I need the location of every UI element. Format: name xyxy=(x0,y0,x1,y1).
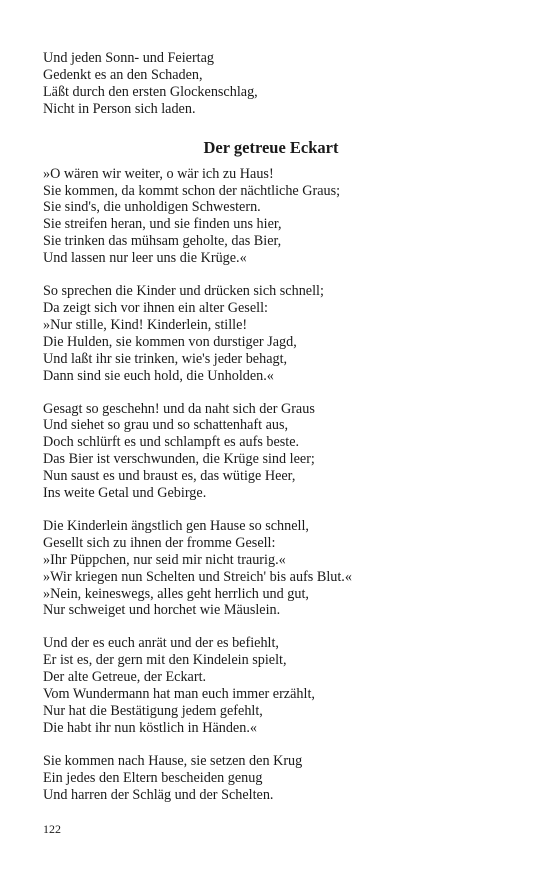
verse-line: »Nur stille, Kind! Kinderlein, stille! xyxy=(43,316,248,333)
verse-line: »Wir kriegen nun Schelten und Streich' bis aufs Blut.« xyxy=(43,568,352,585)
verse-line: »O wären wir weiter, o wär ich zu Haus! xyxy=(43,165,274,182)
verse-line: Ein jedes den Eltern bescheiden genug xyxy=(43,769,263,786)
verse-line: Und der es euch anrät und der es befiehlt, xyxy=(43,635,279,652)
verse-line: Die Kinderlein ängstlich gen Hause so schnell, xyxy=(43,517,309,534)
verse-line: Der alte Getreue, der Eckart. xyxy=(43,669,207,686)
stanza-4 xyxy=(43,518,513,619)
verse-line: Er ist es, der gern mit den Kindelein spielt, xyxy=(43,652,287,669)
verse-line: Und jeden Sonn- und Feiertag xyxy=(43,50,215,66)
verse-line: Nicht in Person sich laden. xyxy=(43,100,196,117)
stanza-5 xyxy=(43,635,513,736)
verse-line: Läßt durch den ersten Glockenschlag, xyxy=(43,83,258,100)
verse-line: Sie kommen, da kommt schon der nächtliche Graus; xyxy=(43,182,341,199)
verse-line: Ins weite Getal und Gebirge. xyxy=(43,485,207,502)
poem-title: Der getreue Eckart xyxy=(203,137,339,157)
stanza-2 xyxy=(43,283,513,384)
verse-line: Die habt ihr nun köstlich in Händen.« xyxy=(43,719,257,736)
verse-line: So sprechen die Kinder und drücken sich schnell; xyxy=(43,283,324,300)
page-number: 122 xyxy=(43,822,61,836)
verse-line: Gesellt sich zu ihnen der fromme Gesell: xyxy=(43,534,276,551)
verse-line: Sie sind's, die unholdigen Schwestern. xyxy=(43,199,261,216)
stanza-1 xyxy=(43,166,513,267)
verse-line: Sie trinken das mühsam geholte, das Bier, xyxy=(43,233,282,250)
verse-line: Vom Wundermann hat man euch immer erzählt, xyxy=(43,686,315,703)
verse-line: Die Hulden, sie kommen von durstiger Jagd, xyxy=(43,333,297,350)
verse-line: Da zeigt sich vor ihnen ein alter Gesell: xyxy=(43,299,268,316)
verse-line: Doch schlürft es und schlampft es aufs beste. xyxy=(43,434,300,451)
verse-line: Nun saust es und braust es, das wütige Heer, xyxy=(43,468,296,485)
stanza-6 xyxy=(43,753,513,804)
verse-line: Gedenkt es an den Schaden, xyxy=(43,66,203,83)
verse-line: Und harren der Schläg und der Schelten. xyxy=(43,786,274,803)
verse-line: Und laßt ihr sie trinken, wie's jeder behagt, xyxy=(43,350,288,367)
verse-line: Und siehet so grau und so schattenhaft aus, xyxy=(43,417,289,434)
stanza-gap xyxy=(43,385,513,401)
verse-line: »Nein, keineswegs, alles geht herrlich und gut, xyxy=(43,585,309,602)
page-body xyxy=(43,50,513,804)
intro-stanza xyxy=(43,50,513,118)
verse-line: Sie kommen nach Hause, sie setzen den Krug xyxy=(43,752,303,769)
verse-line: Und lassen nur leer uns die Krüge.« xyxy=(43,250,247,267)
verse-line: Nur schweiget und horchet wie Mäuslein. xyxy=(43,602,281,619)
stanza-3 xyxy=(43,401,513,502)
verse-line: »Ihr Püppchen, nur seid mir nicht traurig.« xyxy=(43,551,286,568)
verse-line: Sie streifen heran, und sie finden uns hier, xyxy=(43,216,282,233)
verse-line: Nur hat die Bestätigung jedem gefehlt, xyxy=(43,703,263,719)
verse-line: Das Bier ist verschwunden, die Krüge sind leer; xyxy=(43,451,315,468)
verse-line: Dann sind sie euch hold, die Unholden.« xyxy=(43,367,274,384)
stanza-gap xyxy=(43,737,513,753)
stanza-gap xyxy=(43,502,513,518)
verse-line: Gesagt so geschehn! und da naht sich der Graus xyxy=(43,400,315,417)
stanza-gap xyxy=(43,619,513,635)
stanza-gap xyxy=(43,267,513,283)
